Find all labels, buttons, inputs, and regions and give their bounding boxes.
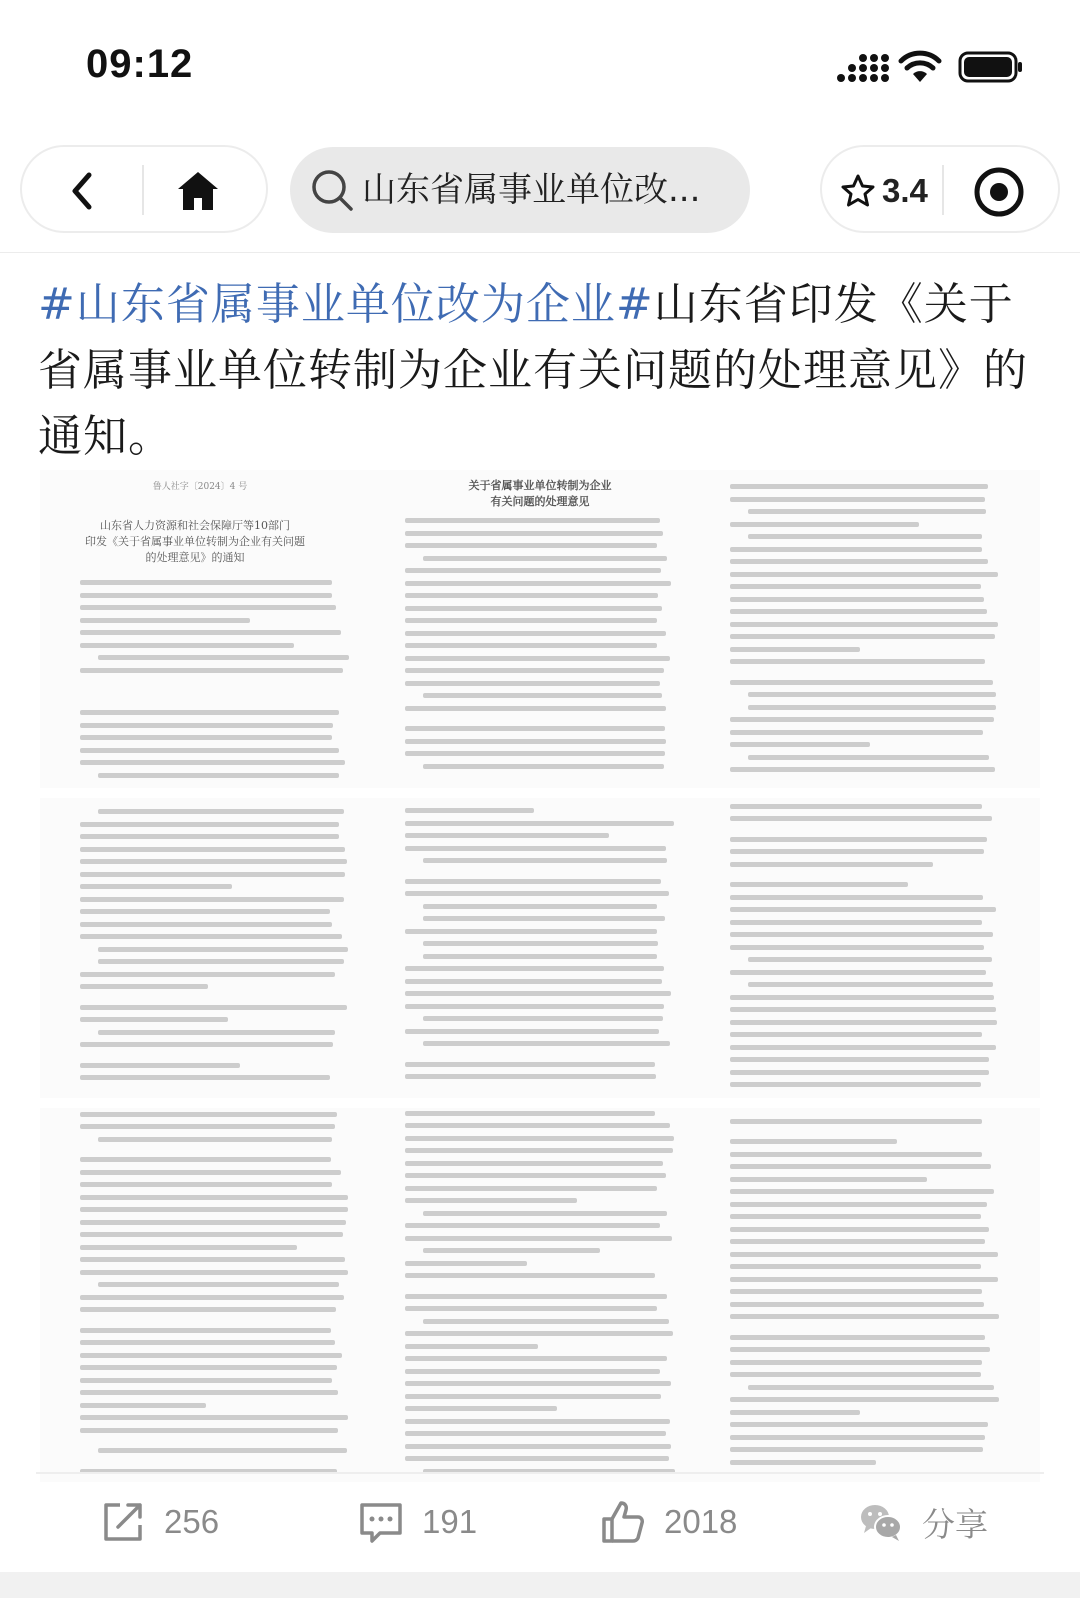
doc-text-line — [405, 891, 669, 896]
doc-text-line — [80, 630, 341, 635]
page-break — [40, 788, 1040, 798]
doc-text-line — [423, 941, 658, 946]
doc-text-line — [730, 1302, 984, 1307]
doc-text-line — [80, 1415, 348, 1420]
doc-text-line — [405, 668, 664, 673]
search-query: 山东省属事业单位改... — [362, 170, 701, 210]
doc-text-line — [423, 764, 664, 769]
doc-text-line — [730, 1057, 989, 1062]
doc-text-line — [405, 1406, 557, 1411]
doc-text-line — [80, 1257, 345, 1262]
hashtag-link[interactable]: #山东省属事业单位改为企业# — [38, 279, 654, 330]
doc-text-line — [405, 1123, 670, 1128]
doc-text-line — [405, 681, 660, 686]
doc-text-line — [423, 1211, 667, 1216]
doc-text-line — [80, 847, 345, 852]
doc-text-line — [730, 895, 983, 900]
doc-left-header: 鲁人社字〔2024〕4 号 — [152, 482, 248, 492]
doc-text-line — [80, 668, 343, 673]
doc-text-line — [405, 1273, 655, 1278]
doc-text-line — [730, 970, 986, 975]
doc-text-line — [405, 726, 665, 731]
doc-text-line — [730, 1152, 982, 1157]
doc-text-line — [405, 1062, 655, 1067]
doc-text-line — [405, 1136, 674, 1141]
doc-text-line — [80, 580, 332, 585]
doc-text-line — [405, 656, 670, 661]
doc-text-line — [730, 1372, 981, 1377]
doc-text-line — [405, 1444, 671, 1449]
doc-text-line — [405, 518, 660, 523]
doc-text-line — [730, 767, 995, 772]
doc-text-line — [423, 954, 657, 959]
doc-text-line — [423, 1248, 600, 1253]
doc-text-line — [80, 1005, 347, 1010]
doc-text-line — [405, 1111, 655, 1116]
doc-text-line — [80, 1207, 348, 1212]
doc-text-line — [80, 1042, 333, 1047]
signal-icon — [836, 50, 890, 84]
doc-text-line — [80, 1195, 348, 1200]
doc-text-line — [405, 1456, 669, 1461]
doc-text-line — [80, 1124, 335, 1129]
doc-text-line — [730, 559, 988, 564]
record-icon[interactable] — [972, 165, 1026, 219]
doc-text-line — [730, 932, 993, 937]
doc-text-line — [405, 706, 666, 711]
header-divider — [0, 252, 1080, 253]
doc-text-line — [730, 1335, 985, 1340]
like-count: 2018 — [664, 1503, 738, 1540]
nav-bar — [0, 145, 1080, 245]
repost-count: 256 — [164, 1503, 220, 1540]
doc-left-title-2: 印发《关于省属事业单位转制为企业有关问题 — [85, 535, 305, 548]
share-label: 分享 — [922, 1505, 988, 1543]
doc-text-line — [98, 809, 344, 814]
doc-text-line — [730, 1139, 897, 1144]
doc-text-line — [80, 1428, 338, 1433]
doc-text-line — [730, 1264, 981, 1269]
action-bar — [0, 1480, 1080, 1570]
doc-text-line — [730, 907, 996, 912]
doc-text-line — [405, 1186, 657, 1191]
doc-text-line — [423, 693, 662, 698]
post-text — [38, 272, 1048, 470]
doc-text-line — [405, 1223, 660, 1228]
doc-text-line — [730, 1214, 981, 1219]
doc-text-line — [98, 1448, 347, 1453]
doc-text-line — [730, 1447, 983, 1452]
doc-text-line — [730, 804, 982, 809]
doc-text-line — [730, 1007, 996, 1012]
nav-pill — [20, 145, 268, 233]
doc-text-line — [730, 609, 987, 614]
nav-divider — [142, 165, 144, 215]
post-body: 山东省印发《关于省属事业单位转制为企业有关问题的处理意见》的通知。 — [38, 279, 1028, 462]
doc-text-line — [730, 1252, 998, 1257]
doc-text-line — [80, 834, 339, 839]
doc-text-line — [730, 522, 919, 527]
doc-text-line — [405, 1394, 661, 1399]
doc-text-line — [80, 1232, 343, 1237]
doc-text-line — [80, 723, 333, 728]
doc-text-line — [405, 1344, 538, 1349]
doc-text-line — [748, 755, 989, 760]
doc-text-line — [405, 751, 665, 756]
doc-text-line — [80, 1340, 335, 1345]
doc-text-line — [730, 1119, 982, 1124]
doc-text-line — [80, 710, 339, 715]
doc-text-line — [730, 1397, 999, 1402]
doc-text-line — [405, 1148, 673, 1153]
doc-text-line — [730, 1202, 987, 1207]
doc-text-line — [80, 934, 342, 939]
bottom-bar — [0, 1572, 1080, 1598]
doc-text-line — [423, 1016, 663, 1021]
doc-text-line — [80, 872, 345, 877]
doc-text-line — [405, 979, 662, 984]
doc-text-line — [98, 1030, 335, 1035]
doc-text-line — [405, 821, 674, 826]
doc-text-line — [405, 1261, 527, 1266]
doc-text-line — [748, 534, 982, 539]
doc-text-line — [730, 1422, 988, 1427]
doc-text-line — [80, 1295, 344, 1300]
doc-text-line — [405, 1161, 663, 1166]
doc-text-line — [730, 497, 985, 502]
doc-left-title-1: 山东省人力资源和社会保障厅等10部门 — [100, 519, 290, 532]
doc-text-line — [80, 1403, 206, 1408]
doc-text-line — [730, 995, 994, 1000]
back-button[interactable] — [52, 161, 112, 221]
doc-text-line — [80, 1157, 331, 1162]
doc-text-line — [405, 1173, 666, 1178]
doc-text-line — [405, 1331, 673, 1336]
doc-text-line — [405, 808, 534, 813]
doc-text-line — [80, 884, 232, 889]
doc-text-line — [748, 957, 992, 962]
doc-text-line — [405, 1198, 577, 1203]
doc-text-line — [423, 858, 667, 863]
doc-text-line — [98, 1282, 339, 1287]
home-icon — [175, 169, 221, 213]
doc-text-line — [405, 1074, 656, 1079]
doc-text-line — [405, 929, 657, 934]
doc-text-line — [80, 643, 294, 648]
doc-text-line — [98, 1137, 332, 1142]
doc-text-line — [80, 897, 344, 902]
doc-text-line — [80, 1182, 332, 1187]
doc-text-line — [80, 605, 336, 610]
doc-text-line — [423, 916, 665, 921]
doc-text-line — [80, 618, 250, 623]
doc-text-line — [80, 1063, 240, 1068]
rating-button[interactable] — [840, 165, 928, 217]
doc-text-line — [730, 547, 982, 552]
doc-text-line — [80, 1378, 332, 1383]
battery-icon — [958, 50, 1024, 84]
doc-text-line — [80, 593, 332, 598]
doc-text-line — [405, 846, 666, 851]
doc-text-line — [405, 643, 657, 648]
doc-text-line — [80, 1245, 297, 1250]
doc-text-line — [405, 1236, 672, 1241]
doc-text-line — [80, 760, 345, 765]
doc-text-line — [730, 584, 981, 589]
doc-text-line — [730, 572, 998, 577]
share-button[interactable] — [858, 1494, 988, 1550]
doc-text-line — [730, 1239, 985, 1244]
doc-text-line — [748, 705, 996, 710]
doc-text-line — [80, 1270, 348, 1275]
doc-text-line — [80, 909, 330, 914]
doc-text-line — [730, 1070, 989, 1075]
doc-text-line — [80, 822, 339, 827]
doc-text-line — [80, 1365, 337, 1370]
search-icon — [310, 168, 354, 212]
doc-text-line — [730, 1227, 989, 1232]
doc-text-line — [730, 1360, 982, 1365]
doc-text-line — [730, 1177, 927, 1182]
doc-text-line — [730, 597, 984, 602]
doc-text-line — [80, 1170, 341, 1175]
doc-middle-title-1: 关于省属事业单位转制为企业 — [468, 479, 612, 492]
doc-text-line — [405, 581, 671, 586]
doc-text-line — [80, 972, 335, 977]
doc-text-line — [730, 882, 908, 887]
doc-text-line — [405, 543, 657, 548]
like-button[interactable] — [600, 1494, 737, 1550]
doc-text-line — [405, 1306, 657, 1311]
doc-text-line — [730, 1314, 999, 1319]
doc-text-line — [405, 593, 658, 598]
doc-text-line — [405, 833, 609, 838]
doc-text-line — [730, 1082, 981, 1087]
doc-text-line — [405, 966, 664, 971]
doc-text-line — [98, 947, 348, 952]
repost-icon — [100, 1499, 146, 1545]
doc-text-line — [80, 859, 347, 864]
doc-text-line — [730, 945, 984, 950]
doc-text-line — [730, 1032, 982, 1037]
doc-text-line — [730, 1347, 990, 1352]
doc-text-line — [80, 735, 332, 740]
doc-text-line — [80, 922, 332, 927]
doc-text-line — [423, 1041, 670, 1046]
search-box[interactable] — [290, 147, 750, 233]
doc-text-line — [730, 1460, 876, 1465]
document-image[interactable] — [40, 470, 1040, 1482]
doc-text-line — [405, 1431, 666, 1436]
doc-text-line — [405, 606, 662, 611]
doc-text-line — [80, 1075, 330, 1080]
doc-left-title-3: 的处理意见》的通知 — [145, 551, 245, 564]
doc-text-line — [730, 659, 985, 664]
rating-value: 3.4 — [882, 172, 928, 209]
doc-text-line — [405, 879, 661, 884]
doc-text-line — [405, 1294, 667, 1299]
doc-text-line — [405, 631, 666, 636]
doc-text-line — [80, 1112, 337, 1117]
doc-text-line — [748, 982, 993, 987]
home-button[interactable] — [162, 161, 234, 221]
doc-text-line — [405, 1369, 660, 1374]
doc-text-line — [730, 742, 870, 747]
doc-middle-title-2: 有关问题的处理意见 — [490, 495, 590, 508]
doc-text-line — [423, 904, 657, 909]
status-bar — [0, 0, 1080, 130]
doc-text-line — [423, 556, 667, 561]
doc-text-line — [730, 849, 984, 854]
star-icon — [840, 173, 876, 209]
doc-text-line — [98, 773, 339, 778]
mini-program-pill — [820, 145, 1060, 233]
doc-text-line — [730, 1435, 985, 1440]
doc-text-line — [730, 647, 860, 652]
repost-button[interactable] — [100, 1494, 219, 1550]
doc-text-line — [730, 717, 994, 722]
doc-text-line — [730, 1020, 997, 1025]
wechat-icon — [858, 1499, 904, 1545]
doc-text-line — [80, 748, 339, 753]
doc-text-line — [748, 692, 996, 697]
doc-text-line — [80, 1307, 336, 1312]
doc-text-line — [730, 1289, 982, 1294]
doc-text-line — [748, 509, 986, 514]
doc-text-line — [730, 1410, 860, 1415]
doc-text-line — [730, 1164, 991, 1169]
doc-text-line — [98, 655, 349, 660]
doc-text-line — [730, 816, 992, 821]
doc-text-line — [405, 1004, 664, 1009]
doc-text-line — [405, 618, 657, 623]
doc-text-line — [730, 622, 998, 627]
doc-text-line — [405, 568, 661, 573]
doc-text-line — [405, 531, 663, 536]
wifi-icon — [898, 50, 942, 84]
doc-text-line — [405, 1356, 667, 1361]
doc-text-line — [730, 837, 987, 842]
doc-text-line — [80, 1328, 331, 1333]
pill-divider — [942, 165, 944, 215]
doc-text-line — [423, 1319, 669, 1324]
comment-count: 191 — [422, 1503, 478, 1540]
doc-text-line — [80, 1017, 228, 1022]
doc-text-line — [98, 959, 344, 964]
thumbs-up-icon — [600, 1499, 646, 1545]
doc-text-line — [730, 862, 933, 867]
page-break — [40, 1098, 1040, 1108]
doc-text-line — [730, 920, 982, 925]
doc-text-line — [405, 739, 666, 744]
doc-text-line — [405, 1419, 670, 1424]
comment-button[interactable] — [358, 1494, 477, 1550]
doc-text-line — [80, 984, 208, 989]
status-time: 09:12 — [86, 42, 194, 86]
comment-icon — [358, 1499, 404, 1545]
content-divider — [36, 1472, 1044, 1474]
doc-text-line — [405, 991, 671, 996]
doc-text-line — [748, 1385, 994, 1390]
doc-text-line — [730, 484, 988, 489]
doc-text-line — [80, 1353, 342, 1358]
doc-text-line — [405, 1029, 659, 1034]
doc-text-line — [730, 1045, 996, 1050]
doc-text-line — [730, 730, 983, 735]
doc-text-line — [730, 634, 995, 639]
doc-text-line — [730, 680, 993, 685]
doc-text-line — [80, 1220, 346, 1225]
chevron-left-icon — [65, 171, 99, 211]
doc-text-line — [730, 1277, 998, 1282]
doc-text-line — [405, 1381, 671, 1386]
doc-text-line — [80, 1390, 338, 1395]
doc-text-line — [730, 1189, 994, 1194]
